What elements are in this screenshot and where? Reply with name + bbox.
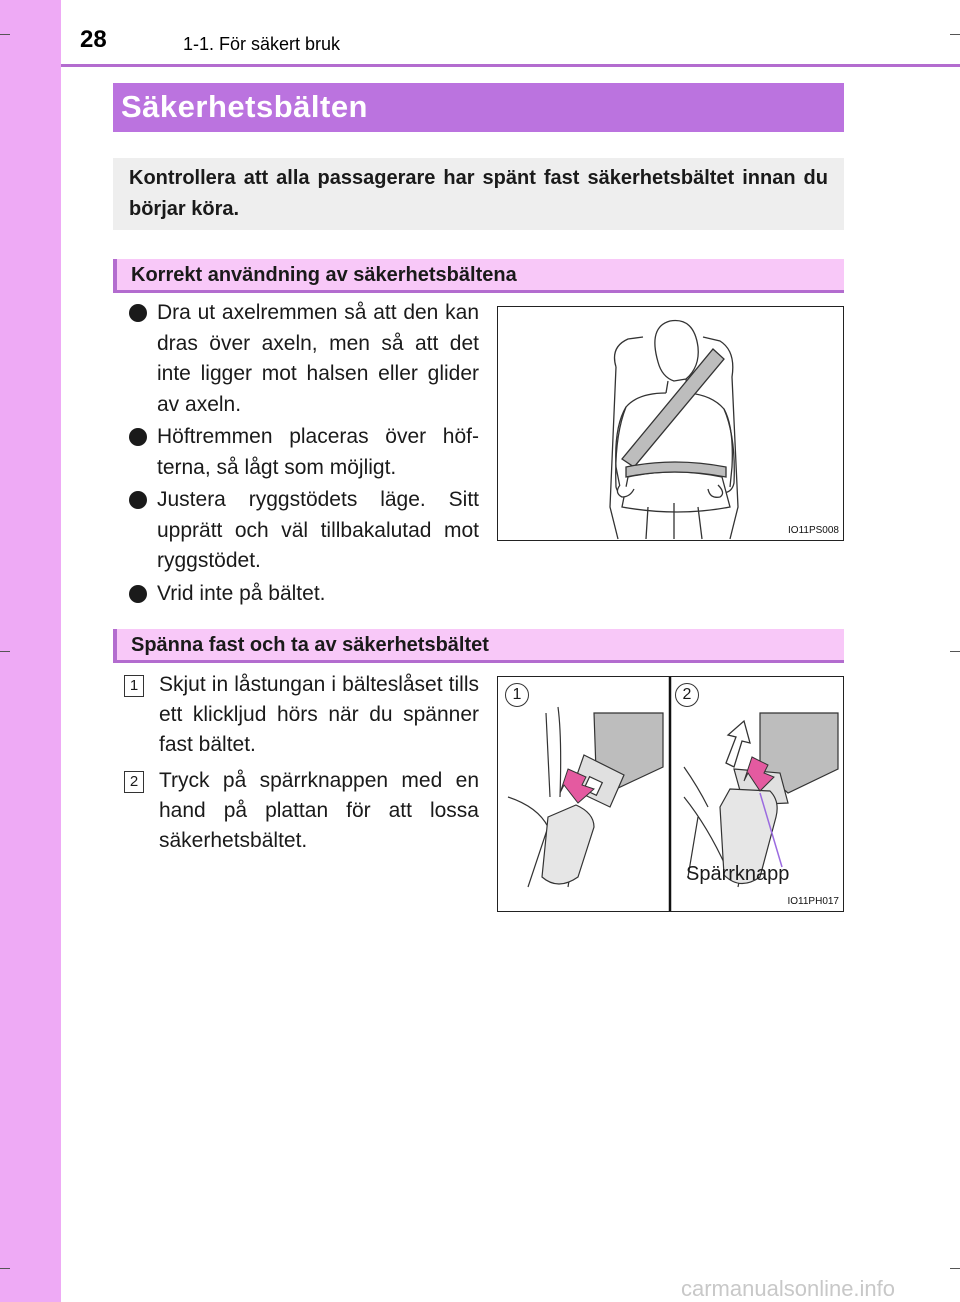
figure-code: IO11PH017 <box>787 896 839 907</box>
step-text: Skjut in låstungan i bälteslåset tills ett klickljud hörs när du spänner fast bältet. <box>159 673 479 756</box>
bullet-dot <box>129 585 147 603</box>
bullet-dot <box>129 428 147 446</box>
bullet-text: Dra ut axelremmen så att den kan dras över axeln, men så att det inte ligger mot halsen eller glider av axeln. <box>157 301 479 416</box>
subheading-correct-use <box>113 259 844 293</box>
step-number: 1 <box>124 675 144 697</box>
crop-mark <box>950 651 960 652</box>
panel-number: 2 <box>675 683 699 707</box>
buckle-illustration <box>498 677 844 912</box>
step-number: 2 <box>124 771 144 793</box>
list-item <box>124 670 479 760</box>
subheading-text: Spänna fast och ta av säkerhetsbältet <box>131 634 489 656</box>
list-item <box>129 579 479 610</box>
section-label: 1-1. För säkert bruk <box>183 34 341 54</box>
buckle-figure <box>497 676 844 912</box>
subheading-fasten-release <box>113 629 844 663</box>
list-item <box>129 485 479 577</box>
list-item <box>124 766 479 856</box>
panel-number: 1 <box>505 683 529 707</box>
list-item <box>129 422 479 483</box>
figure-code: IO11PS008 <box>788 525 839 536</box>
crop-mark <box>950 1268 960 1269</box>
page-title: Säkerhetsbälten <box>121 89 368 124</box>
watermark: carmanualsonline.info <box>681 1276 896 1301</box>
crop-mark <box>0 34 10 35</box>
seatbelt-posture-figure <box>497 306 844 541</box>
crop-mark <box>0 651 10 652</box>
bullet-text: Vrid inte på bältet. <box>157 581 326 605</box>
bullet-dot <box>129 491 147 509</box>
intro-text: Kontrollera att alla passagerare har spänt fast säkerhetsbältet innan du börjar köra. <box>129 167 828 220</box>
crop-mark <box>950 34 960 35</box>
intro-box <box>113 158 844 230</box>
bullet-dot <box>129 304 147 322</box>
step-text: Tryck på spärrknappen med en hand på plattan för att lossa säkerhetsbältet. <box>159 769 479 852</box>
list-item <box>129 298 479 420</box>
bullet-list <box>129 298 479 611</box>
step-list <box>124 670 479 862</box>
header-rule <box>61 64 960 67</box>
release-button-label: Spärrknapp <box>686 863 790 885</box>
bullet-text: Höftremmen placeras över höf-terna, så lågt som möjligt. <box>157 425 479 479</box>
title-bar <box>113 83 844 132</box>
seated-person-illustration <box>498 307 844 541</box>
bullet-text: Justera ryggstödets läge. Sitt upprätt och väl tillbakalutad mot ryggstödet. <box>157 488 479 572</box>
crop-mark <box>0 1268 10 1269</box>
page-number: 28 <box>80 26 107 53</box>
subheading-text: Korrekt användning av säkerhetsbältena <box>131 264 517 286</box>
